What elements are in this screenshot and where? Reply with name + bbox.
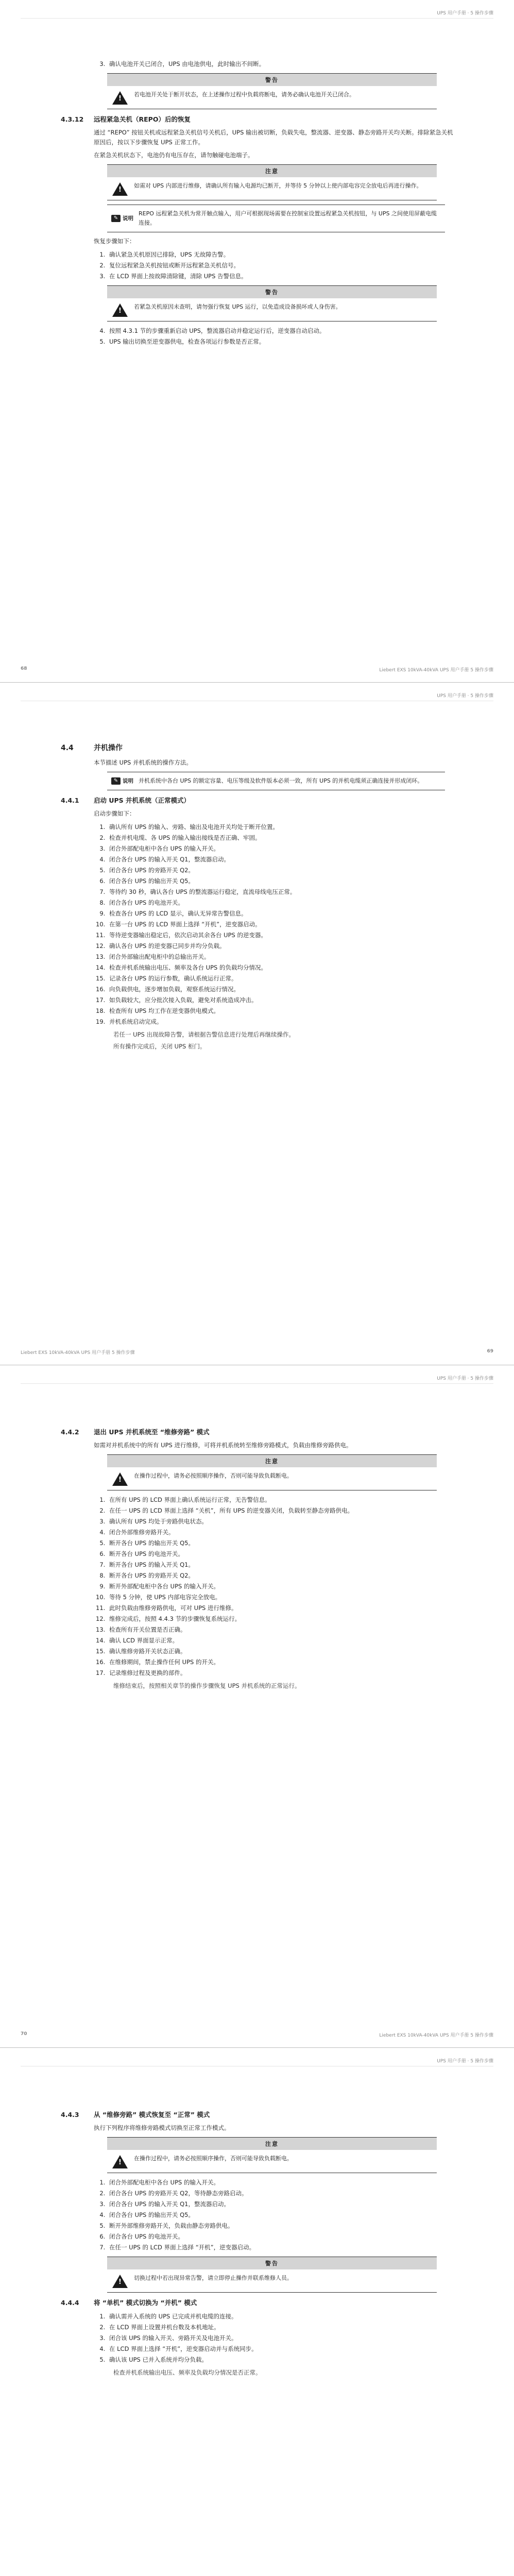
warning-body (107, 1467, 437, 1490)
step-item: 15. 确认维修旁路开关状态正确。 (107, 1646, 453, 1656)
step-item: 17. 记录维修过程及更换的部件。 (107, 1668, 453, 1678)
document-page (0, 1365, 514, 2048)
step-item: 12. 维修完成后，按照 4.4.3 节的步骤恢复系统运行。 (107, 1614, 453, 1624)
step-list (94, 2177, 453, 2252)
step-item: 9. 断开外部配电柜中各台 UPS 的输入开关。 (107, 1581, 453, 1591)
step-item: 5. UPS 输出切换至逆变器供电，检查各项运行参数是否正常。 (107, 336, 453, 347)
step-item: 6. 闭合各台 UPS 的输出开关 Q5。 (107, 876, 453, 886)
warning-heading: 警告 (107, 2257, 437, 2269)
step-item: 7. 断开各台 UPS 的输入开关 Q1。 (107, 1560, 453, 1570)
page-header: UPS 用户手册 · 5 操作步骤 (21, 692, 493, 701)
step-item: 16. 向负载供电，逐步增加负载，观察系统运行情况。 (107, 984, 453, 994)
step-item: 5. 闭合各台 UPS 的旁路开关 Q2。 (107, 865, 453, 875)
warning-box (107, 1454, 437, 1490)
step-item: 11. 等待逆变器输出稳定后，依次启动其余各台 UPS 的逆变器。 (107, 930, 453, 940)
step-item: 1. 闭合外部配电柜中各台 UPS 的输入开关。 (107, 2177, 453, 2188)
warning-triangle-icon (112, 2275, 128, 2288)
subsection-heading: 从 “维修旁路” 模式恢复至 “正常” 模式 (94, 2111, 210, 2119)
step-item: 10. 在第一台 UPS 的 LCD 界面上选择 “开机”，逆变器启动。 (107, 919, 453, 929)
warning-box (107, 2137, 437, 2173)
note-label (111, 209, 133, 228)
subsection-number: 4.3.12 (61, 115, 84, 123)
subsection-number: 4.4.1 (61, 796, 79, 804)
page-number: 69 (487, 1349, 493, 1354)
warning-triangle-icon (112, 91, 128, 105)
paragraph: 通过 “REPO” 按钮关机或远程紧急关机信号关机后，UPS 输出被切断，负载失电，整流器、逆变器、静态旁路开关均关断。排除紧急关机原因后，按以下步骤恢复 UPS 正常工作。 (94, 129, 453, 146)
document-page (0, 683, 514, 1365)
step-item: 12. 确认各台 UPS 的逆变器已同步并均分负载。 (107, 941, 453, 951)
warning-body (107, 86, 437, 109)
page-header: UPS 用户手册 · 5 操作步骤 (21, 1375, 493, 1384)
paragraph: 本节描述 UPS 并机系统的操作方法。 (94, 759, 192, 766)
page-footer (21, 2031, 493, 2038)
warning-text: 若电池开关处于断开状态，在上述操作过程中负载将断电，请务必确认电池开关已闭合。 (134, 91, 355, 98)
warning-body (107, 2269, 437, 2292)
step-item: 3. 闭合各台 UPS 的输入开关 Q1，整流器启动。 (107, 2199, 453, 2209)
document-page (0, 0, 514, 683)
warning-heading: 注意 (107, 2138, 437, 2150)
exclamation-mark: ! (118, 1476, 122, 1484)
step-item: 2. 闭合各台 UPS 的旁路开关 Q2，等待静态旁路启动。 (107, 2188, 453, 2198)
warning-box (107, 285, 437, 321)
warning-text: 若紧急关机原因未查明，请勿强行恢复 UPS 运行，以免造成设备损坏或人身伤害。 (134, 303, 341, 310)
step-item: 5. 断开各台 UPS 的输出开关 Q5。 (107, 1538, 453, 1548)
step-list (94, 59, 453, 69)
step-item: 11. 此时负载由维修旁路供电，可对 UPS 进行维修。 (107, 1603, 453, 1613)
step-item: 13. 闭合外部输出配电柜中的总输出开关。 (107, 952, 453, 962)
footer-manual-title: Liebert EXS 10kVA-40kVA UPS 用户手册 5 操作步骤 (379, 2033, 493, 2038)
warning-heading: 注意 (107, 1455, 437, 1467)
sub-paragraph: 检查并机系统输出电压、频率及负载均分情况是否正常。 (113, 2369, 262, 2376)
subsection-heading: 启动 UPS 并机系统（正常模式） (94, 796, 191, 804)
exclamation-mark: ! (118, 95, 122, 103)
step-item: 4. 闭合外部维修旁路开关。 (107, 1527, 453, 1537)
warning-triangle-icon (112, 303, 128, 317)
step-item: 8. 闭合各台 UPS 的电池开关。 (107, 897, 453, 908)
step-item: 3. 闭合外部配电柜中各台 UPS 的输入开关。 (107, 843, 453, 854)
warning-text: 在操作过程中，请务必按照顺序操作，否则可能导致负载断电。 (134, 1472, 293, 1479)
step-item: 2. 在任一 UPS 的 LCD 界面上选择 “关机”，所有 UPS 的逆变器关闭，负载转至静态旁路供电。 (107, 1505, 453, 1516)
sub-paragraph: 所有操作完成后，关闭 UPS 柜门。 (113, 1043, 206, 1050)
warning-heading: 警告 (107, 74, 437, 86)
step-item: 15. 记录各台 UPS 的运行参数，确认系统运行正常。 (107, 973, 453, 984)
warning-box (107, 2257, 437, 2293)
paragraph: 执行下列程序将维修旁路模式切换至正常工作模式。 (94, 2124, 230, 2131)
step-item: 13. 检查所有开关位置是否正确。 (107, 1624, 453, 1635)
step-item: 1. 确认所有 UPS 的输入、旁路、输出及电池开关均处于断开位置。 (107, 822, 453, 832)
step-item: 4. 按照 4.3.1 节的步骤重新启动 UPS，整流器启动并稳定运行后，逆变器自动启动。 (107, 326, 453, 336)
warning-triangle-icon (112, 2155, 128, 2168)
step-item: 8. 断开各台 UPS 的旁路开关 Q2。 (107, 1570, 453, 1581)
paragraph: 恢复步骤如下： (94, 238, 135, 245)
step-item: 1. 确认紧急关机原因已排除，UPS 无故障告警。 (107, 249, 453, 260)
page-footer (21, 1349, 493, 1355)
note-icon: ✎ (111, 215, 121, 222)
subsection-title (61, 114, 453, 124)
note-box (107, 772, 445, 790)
step-item: 3. 闭合该 UPS 的输入开关、旁路开关及电池开关。 (107, 2333, 453, 2343)
step-item: 6. 断开各台 UPS 的电池开关。 (107, 1549, 453, 1559)
step-item: 19. 并机系统启动完成。 (107, 1016, 453, 1027)
warning-heading: 警告 (107, 286, 437, 298)
footer-manual-title: Liebert EXS 10kVA-40kVA UPS 用户手册 5 操作步骤 (21, 1350, 135, 1355)
warning-body (107, 298, 437, 321)
warning-body (107, 177, 437, 200)
note-icon: ✎ (111, 777, 121, 785)
step-item: 7. 等待约 30 秒，确认各台 UPS 的整流器运行稳定，直流母线电压正常。 (107, 887, 453, 897)
warning-text: 切换过程中若出现异常告警，请立即停止操作并联系维修人员。 (134, 2275, 293, 2281)
section-title (61, 742, 453, 753)
subsection-number: 4.4.4 (61, 2299, 79, 2307)
warning-heading: 注意 (107, 165, 437, 177)
note-label (111, 776, 133, 786)
subsection-title (61, 2298, 453, 2307)
step-item: 5. 断开外部维修旁路开关，负载由静态旁路供电。 (107, 2221, 453, 2231)
document-page (0, 2048, 514, 2576)
step-list (94, 1495, 453, 1678)
warning-text: 在操作过程中，请务必按照顺序操作，否则可能导致负载断电。 (134, 2155, 293, 2162)
step-item: 5. 确认该 UPS 已并入系统并均分负载。 (107, 2354, 453, 2365)
warning-triangle-icon (112, 182, 128, 196)
page-footer (21, 666, 493, 673)
step-item: 1. 确认需并入系统的 UPS 已完成并机电缆的连接。 (107, 2311, 453, 2321)
footer-manual-title: Liebert EXS 10kVA-40kVA UPS 用户手册 5 操作步骤 (379, 668, 493, 673)
subsection-number: 4.4.3 (61, 2111, 79, 2119)
page-number: 68 (21, 666, 27, 671)
exclamation-mark: ! (118, 186, 122, 194)
page-header: UPS 用户手册 · 5 操作步骤 (21, 2057, 493, 2066)
subsection-number: 4.4.2 (61, 1428, 79, 1436)
warning-body (107, 2150, 437, 2173)
note-box (107, 205, 445, 232)
step-item: 7. 在任一 UPS 的 LCD 界面上选择 “开机”，逆变器启动。 (107, 2242, 453, 2252)
subsection-title (61, 1427, 453, 1436)
step-item: 4. 在 LCD 界面上选择 “开机”，逆变器启动并与系统同步。 (107, 2344, 453, 2354)
step-list (94, 249, 453, 281)
sub-paragraph: 若任一 UPS 出现故障告警，请根据告警信息进行处理后再继续操作。 (113, 1031, 295, 1038)
warning-box (107, 73, 437, 109)
exclamation-mark: ! (118, 2278, 122, 2286)
section-heading: 并机操作 (94, 744, 123, 752)
step-item: 1. 在所有 UPS 的 LCD 界面上确认系统运行正常，无告警信息。 (107, 1495, 453, 1505)
step-list (94, 2311, 453, 2365)
step-item: 10. 等待 5 分钟，使 UPS 内部电容完全放电。 (107, 1592, 453, 1602)
page-number: 70 (21, 2031, 27, 2037)
note-label-text: 说明 (123, 778, 133, 784)
warning-text: 如需对 UPS 内部进行维修，请确认所有输入电源均已断开，并等待 5 分钟以上使内部电容完全放电后再进行操作。 (134, 182, 422, 189)
step-item: 18. 检查所有 UPS 均工作在逆变器供电模式。 (107, 1006, 453, 1016)
step-item: 2. 在 LCD 界面上设置并机台数及本机地址。 (107, 2322, 453, 2332)
note-label-text: 说明 (123, 215, 133, 222)
paragraph: 如需对并机系统中的所有 UPS 进行维修，可将并机系统转至维修旁路模式，负载由维修旁路供电。 (94, 1442, 352, 1449)
subsection-heading: 远程紧急关机（REPO）后的恢复 (94, 115, 191, 123)
step-item: 6. 闭合各台 UPS 的电池开关。 (107, 2231, 453, 2242)
paragraph: 启动步骤如下： (94, 810, 135, 817)
step-item: 17. 如负载较大，应分批次接入负载，避免对系统造成冲击。 (107, 995, 453, 1005)
subsection-title (61, 795, 453, 805)
step-list (94, 326, 453, 347)
step-item: 9. 检查各台 UPS 的 LCD 显示，确认无异常告警信息。 (107, 908, 453, 919)
subsection-heading: 将 “单机” 模式切换为 “并机” 模式 (94, 2299, 197, 2307)
step-item: 4. 闭合各台 UPS 的输入开关 Q1，整流器启动。 (107, 854, 453, 865)
step-item: 16. 在维修期间，禁止操作任何 UPS 的开关。 (107, 1657, 453, 1667)
note-text: REPO 远程紧急关机为常开触点输入，用户可根据现场需要在控制室设置远程紧急关机按钮，与 UPS 之间使用屏蔽电缆连接。 (139, 210, 437, 226)
warning-box (107, 164, 437, 200)
warning-triangle-icon (112, 1472, 128, 1486)
step-item: 3. 确认电池开关已闭合，UPS 由电池供电，此时输出不间断。 (107, 59, 453, 69)
sub-paragraph: 维修结束后，按照相关章节的操作步骤恢复 UPS 并机系统的正常运行。 (113, 1682, 301, 1689)
step-list (94, 822, 453, 1027)
subsection-title (61, 2110, 453, 2119)
note-text: 并机系统中各台 UPS 的额定容量、电压等级及软件版本必须一致，所有 UPS 的并机电缆须正确连接并形成闭环。 (139, 777, 423, 784)
step-item: 2. 复位远程紧急关机按钮或断开远程紧急关机信号。 (107, 260, 453, 270)
step-item: 4. 闭合各台 UPS 的输出开关 Q5。 (107, 2210, 453, 2220)
exclamation-mark: ! (118, 307, 122, 315)
section-number: 4.4 (61, 744, 74, 752)
page-header: UPS 用户手册 · 5 操作步骤 (21, 9, 493, 19)
step-item: 14. 确认 LCD 界面显示正常。 (107, 1635, 453, 1646)
step-item: 3. 在 LCD 界面上按故障清除键，清除 UPS 告警信息。 (107, 271, 453, 281)
paragraph: 在紧急关机状态下，电池仍有电压存在，请勿触碰电池端子。 (94, 151, 254, 159)
step-item: 3. 确认所有 UPS 均处于旁路供电状态。 (107, 1516, 453, 1527)
subsection-heading: 退出 UPS 并机系统至 “维修旁路” 模式 (94, 1428, 210, 1436)
step-item: 2. 检查并机电缆、各 UPS 的输入输出接线是否正确、牢固。 (107, 833, 453, 843)
step-item: 14. 检查并机系统输出电压、频率及各台 UPS 的负载均分情况。 (107, 962, 453, 973)
exclamation-mark: ! (118, 2159, 122, 2166)
